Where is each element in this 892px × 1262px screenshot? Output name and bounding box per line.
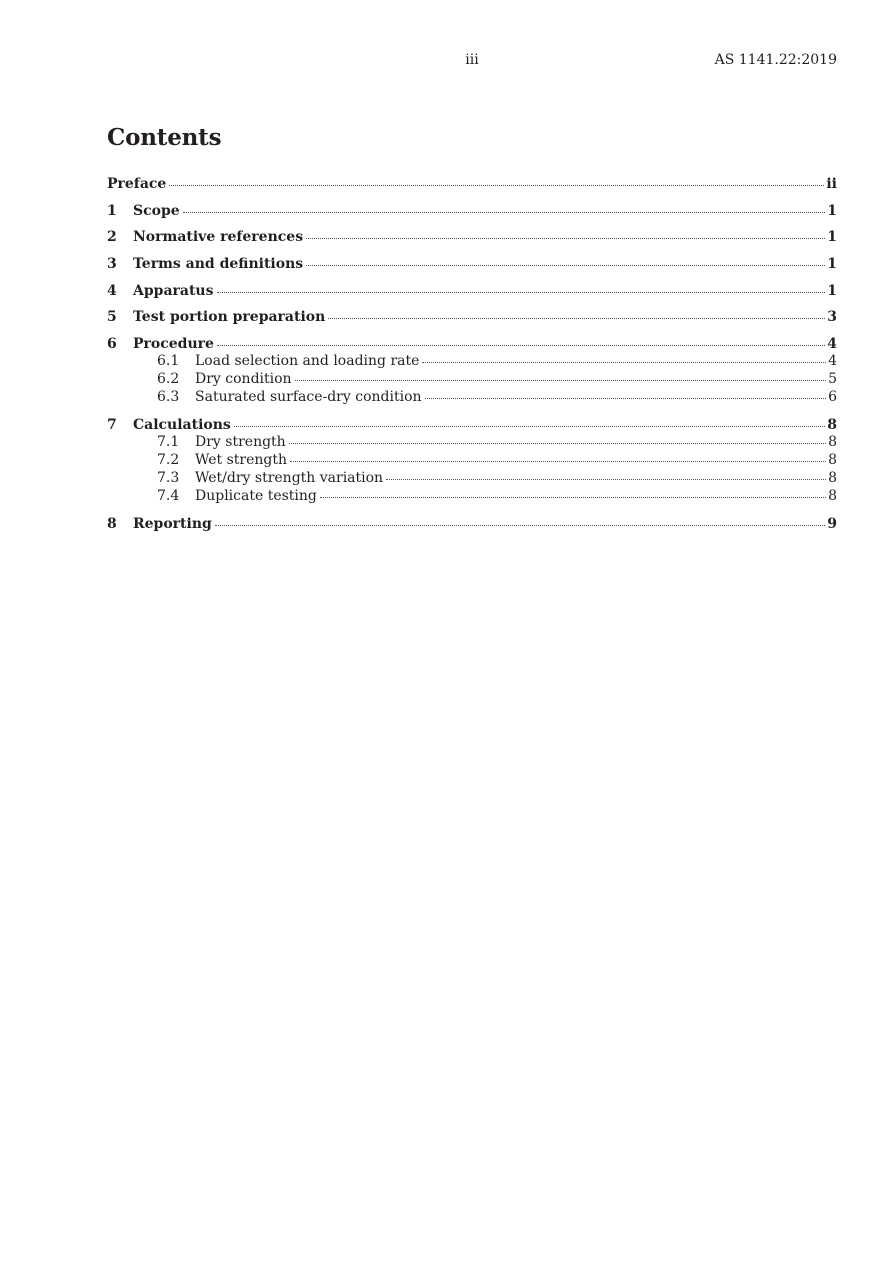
toc-page-ref: 8 — [828, 451, 837, 468]
toc-subentry-wet-dry-variation[interactable] — [107, 469, 837, 487]
toc-entry-title: Preface — [107, 176, 167, 192]
dot-leader — [234, 426, 825, 427]
toc-section-number: 6 — [107, 336, 117, 353]
toc-entry-calculations[interactable] — [107, 415, 837, 433]
toc-subentry-load-selection[interactable] — [107, 352, 837, 370]
toc-subentry-title: Duplicate testing — [195, 487, 317, 504]
toc-subentry-title: Dry strength — [195, 433, 286, 450]
toc-entry-title: Apparatus — [133, 282, 214, 299]
toc-entry-title: Calculations — [133, 416, 231, 433]
toc-subsection-number: 6.3 — [157, 389, 180, 406]
toc-entry-title: Reporting — [133, 515, 212, 532]
dot-leader — [306, 238, 825, 239]
toc-page-ref: 4 — [827, 336, 837, 353]
table-of-contents — [107, 174, 837, 540]
toc-entry-scope[interactable] — [107, 201, 837, 228]
toc-entry-title: Procedure — [133, 336, 214, 353]
toc-entry-normative-references[interactable] — [107, 227, 837, 254]
toc-subentry-title: Dry condition — [195, 371, 292, 388]
dot-leader — [215, 525, 825, 526]
toc-section-number: 4 — [107, 282, 117, 299]
toc-subsection-number: 7.2 — [157, 451, 180, 468]
dot-leader — [289, 443, 826, 444]
document-id: AS 1141.22:2019 — [714, 52, 837, 68]
toc-page-ref: 8 — [827, 416, 837, 433]
dot-leader — [295, 380, 827, 381]
dot-leader — [320, 497, 826, 498]
toc-page-ref: ii — [826, 176, 837, 192]
toc-page-ref: 6 — [828, 389, 837, 406]
toc-entry-title: Normative references — [133, 229, 304, 246]
toc-section-number: 2 — [107, 229, 117, 246]
dot-leader — [306, 265, 825, 266]
toc-subentry-title: Load selection and loading rate — [195, 353, 420, 370]
toc-subsection-number: 7.3 — [157, 469, 180, 486]
toc-entry-apparatus[interactable] — [107, 281, 837, 308]
toc-entry-reporting[interactable] — [107, 514, 837, 541]
toc-page-ref: 9 — [827, 515, 837, 532]
dot-leader — [290, 461, 826, 462]
dot-leader — [422, 362, 826, 363]
toc-page-ref: 3 — [827, 309, 837, 326]
toc-entry-procedure[interactable] — [107, 334, 837, 352]
dot-leader — [425, 398, 827, 399]
page-header — [107, 52, 837, 72]
toc-subentry-saturated-surface-dry[interactable] — [107, 388, 837, 406]
dot-leader — [169, 185, 824, 186]
toc-subsection-number: 7.4 — [157, 487, 180, 504]
toc-subentry-duplicate-testing[interactable] — [107, 487, 837, 505]
toc-page-ref: 8 — [828, 469, 837, 486]
toc-page-ref: 1 — [827, 256, 837, 273]
toc-subentry-title: Saturated surface-dry condition — [195, 389, 422, 406]
toc-subentry-title: Wet/dry strength variation — [195, 469, 384, 486]
toc-entry-title: Terms and definitions — [133, 256, 304, 273]
toc-subentry-title: Wet strength — [195, 451, 288, 468]
toc-page-ref: 1 — [827, 202, 837, 219]
toc-page-ref: 4 — [828, 353, 837, 370]
toc-page-ref: 5 — [828, 371, 837, 388]
toc-section-number: 5 — [107, 309, 117, 326]
toc-subsection-number: 7.1 — [157, 433, 180, 450]
toc-subentry-wet-strength[interactable] — [107, 451, 837, 469]
toc-entry-test-portion-preparation[interactable] — [107, 307, 837, 334]
toc-section-number: 7 — [107, 416, 117, 433]
toc-subentry-dry-strength[interactable] — [107, 433, 837, 451]
toc-section-number: 1 — [107, 202, 117, 219]
toc-entry-title: Test portion preparation — [133, 309, 326, 326]
toc-page-ref: 1 — [827, 282, 837, 299]
toc-section-number: 3 — [107, 256, 117, 273]
dot-leader — [328, 318, 825, 319]
toc-subsection-number: 6.2 — [157, 371, 180, 388]
dot-leader — [183, 212, 826, 213]
toc-entry-title: Scope — [133, 202, 180, 219]
toc-page-ref: 1 — [827, 229, 837, 246]
contents-title: Contents — [107, 124, 222, 151]
toc-entry-preface[interactable] — [107, 174, 837, 201]
page-number: iii — [465, 52, 479, 68]
toc-page-ref: 8 — [828, 433, 837, 450]
dot-leader — [386, 479, 826, 480]
toc-section-number: 8 — [107, 515, 117, 532]
toc-subentry-dry-condition[interactable] — [107, 370, 837, 388]
toc-page-ref: 8 — [828, 487, 837, 504]
toc-subsection-number: 6.1 — [157, 353, 180, 370]
toc-entry-terms-and-definitions[interactable] — [107, 254, 837, 281]
dot-leader — [217, 345, 825, 346]
dot-leader — [217, 292, 826, 293]
